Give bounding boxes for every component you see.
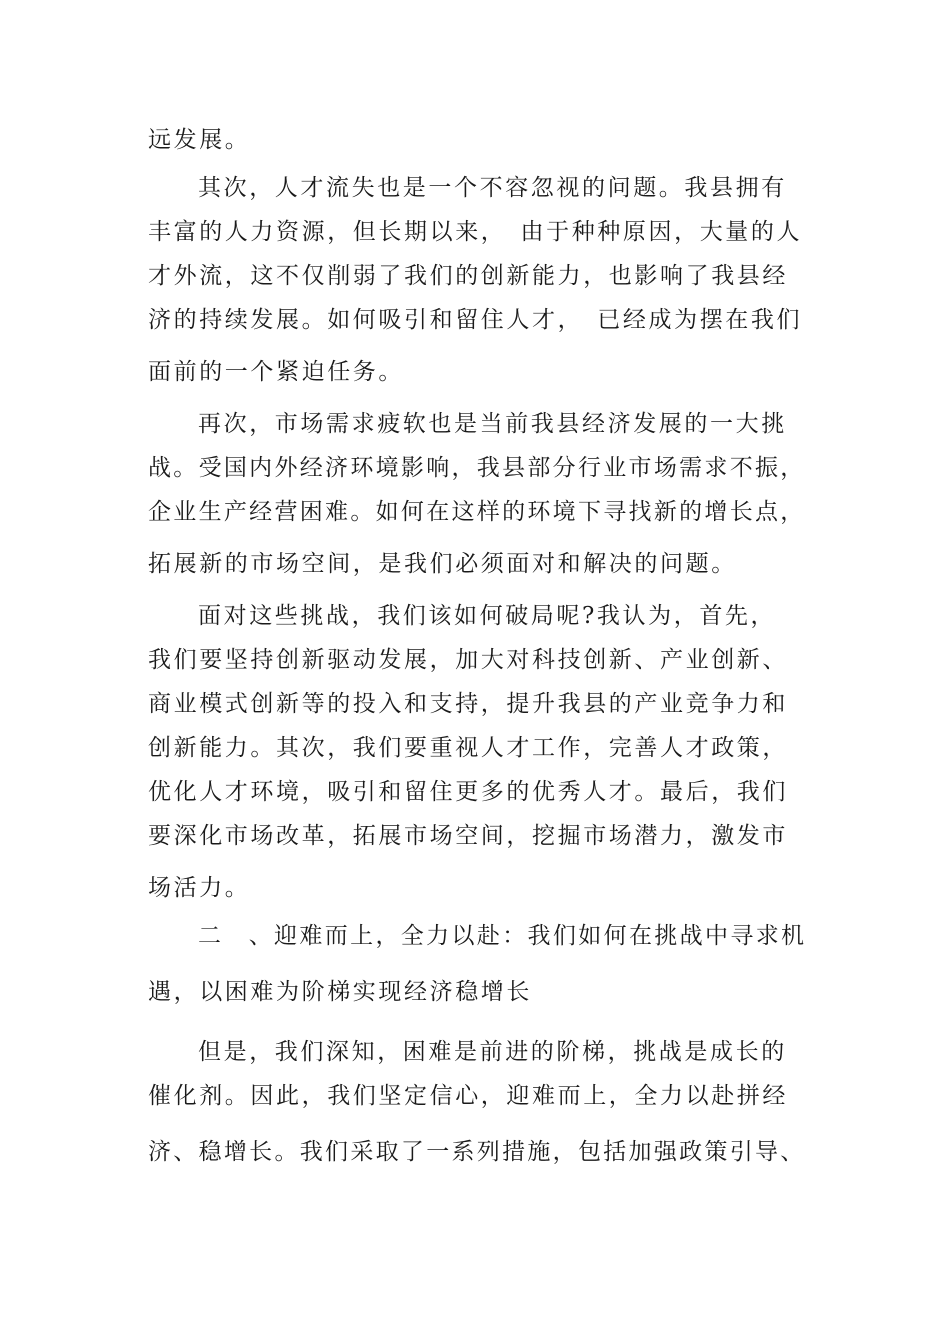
text-line: 催化剂。因此，我们坚定信心，迎难而上，全力以赴拼经 bbox=[148, 1083, 788, 1109]
text-line: 拓展新的市场空间，是我们必须面对和解决的问题。 bbox=[148, 551, 737, 577]
text-line: 面对这些挑战，我们该如何破局呢?我认为，首先， bbox=[198, 603, 777, 629]
text-line: 场活力。 bbox=[148, 875, 251, 901]
text-line: 丰富的人力资源，但长期以来， 由于种种原因，大量的人 bbox=[148, 219, 803, 245]
text-line: 济、稳增长。我们采取了一系列措施，包括加强政策引导、 bbox=[148, 1139, 806, 1165]
text-line: 远发展。 bbox=[148, 127, 251, 153]
text-line: 战。受国内外经济环境影响，我县部分行业市场需求不振， bbox=[148, 455, 806, 481]
text-line: 商业模式创新等的投入和支持，提升我县的产业竞争力和 bbox=[148, 691, 788, 717]
text-line: 企业生产经营困难。如何在这样的环境下寻找新的增长点， bbox=[148, 499, 806, 525]
text-line: 济的持续发展。如何吸引和留住人才， 已经成为摆在我们 bbox=[148, 307, 803, 333]
text-line: 其次，人才流失也是一个不容忽视的问题。我县拥有 bbox=[198, 175, 787, 201]
text-line: 优化人才环境，吸引和留住更多的优秀人才。最后，我们 bbox=[148, 779, 788, 805]
text-line: 再次，市场需求疲软也是当前我县经济发展的一大挑 bbox=[198, 411, 787, 437]
text-line: 面前的一个紧迫任务。 bbox=[148, 359, 404, 385]
text-line: 要深化市场改革，拓展市场空间，挖掘市场潜力，激发市 bbox=[148, 823, 788, 849]
text-line: 才外流，这不仅削弱了我们的创新能力，也影响了我县经 bbox=[148, 263, 788, 289]
text-line: 但是，我们深知，困难是前进的阶梯，挑战是成长的 bbox=[198, 1039, 787, 1065]
text-line: 创新能力。其次，我们要重视人才工作，完善人才政策， bbox=[148, 735, 788, 761]
section-heading: 二 、迎难而上，全力以赴：我们如何在挑战中寻求机 bbox=[198, 923, 807, 949]
text-line: 我们要坚持创新驱动发展，加大对科技创新、产业创新、 bbox=[148, 647, 788, 673]
section-heading: 遇，以困难为阶梯实现经济稳增长 bbox=[148, 979, 532, 1005]
